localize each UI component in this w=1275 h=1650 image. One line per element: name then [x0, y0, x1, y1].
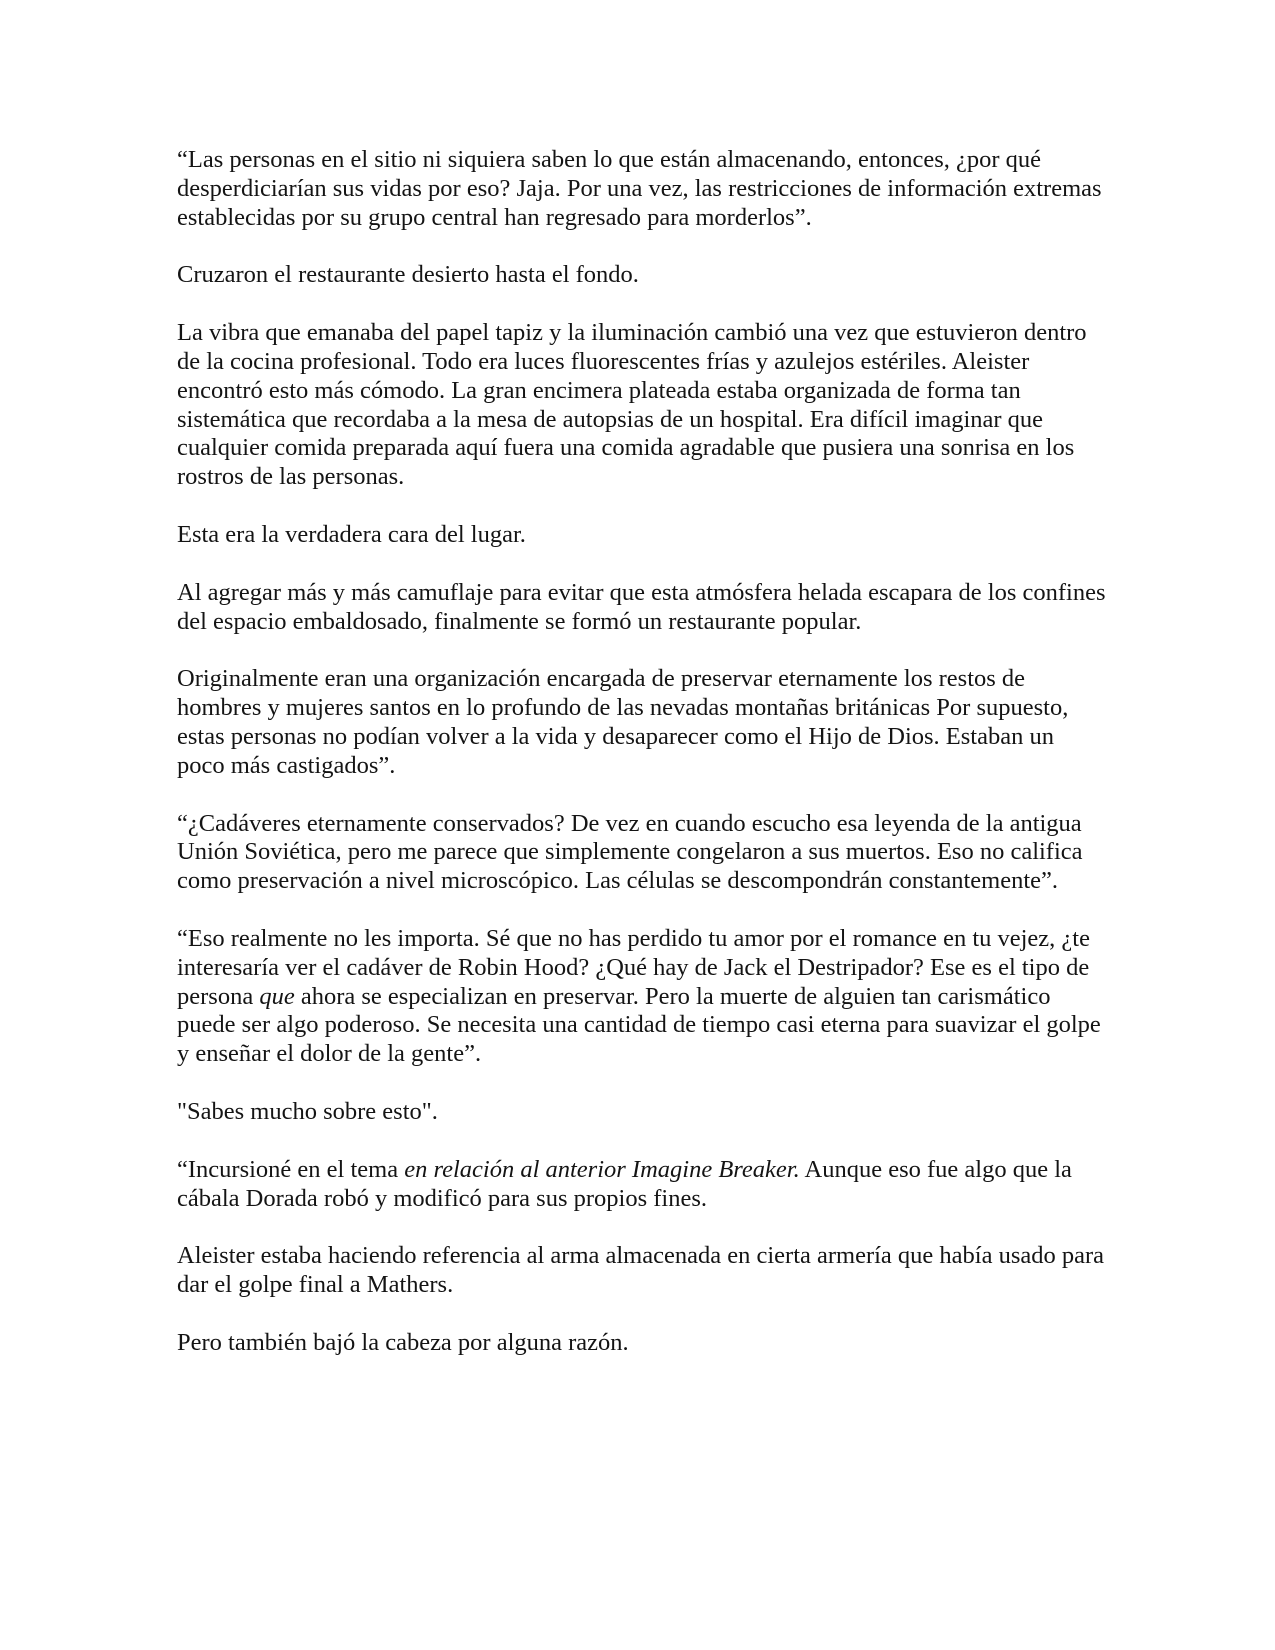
italic-text: que [259, 982, 295, 1010]
paragraph-text: ahora se especializan en preservar. Pero la muerte de alguien tan carismático puede ser algo poderoso. Se necesita una cantidad de tiempo casi eterna para suavizar el golpe y enseñar el dolor de la gente”. [177, 982, 1101, 1068]
paragraph [177, 579, 1107, 637]
paragraph-text: Cruzaron el restaurante desierto hasta el fondo. [177, 261, 639, 289]
paragraph [177, 1329, 1107, 1358]
paragraph-text: Esta era la verdadera cara del lugar. [177, 520, 526, 548]
paragraph [177, 925, 1107, 1069]
paragraph-text: Aleister estaba haciendo referencia al arma almacenada en cierta armería que había usado para dar el golpe final a Mathers. [177, 1242, 1105, 1299]
paragraph-text: “Las personas en el sitio ni siquiera saben lo que están almacenando, entonces, ¿por qué desperdiciarían sus vidas por eso? Jaja. Por una vez, las restricciones de información extremas establecidas por su grupo central han regresado para morderlos”. [177, 146, 1102, 231]
paragraph-text: “Incursioné en el tema [177, 1155, 405, 1183]
paragraph-text: "Sabes mucho sobre esto". [177, 1097, 438, 1125]
paragraph-text: “Eso realmente no les importa. Sé que no has perdido tu amor por el romance en tu vejez, ¿te interesaría ver el cadáver de Robin Hood? ¿Qué hay de Jack el Destripador? Ese es el tipo de persona [177, 924, 1090, 1010]
paragraph [177, 521, 1107, 550]
paragraph [177, 146, 1107, 232]
paragraph [177, 261, 1107, 290]
italic-text: en relación al anterior Imagine Breaker. [404, 1155, 800, 1183]
paragraph-text: La vibra que emanaba del papel tapiz y la iluminación cambió una vez que estuvieron dentro de la cocina profesional. Todo era luces fluorescentes frías y azulejos estériles. Aleister encontró esto más cómodo. La gran encimera plateada estaba organizada de forma tan sistemática que recordaba a la mesa de autopsias de un hospital. Era difícil imaginar que cualquier comida preparada aquí fuera una comida agradable que pusiera una sonrisa en los rostros de las personas. [177, 319, 1087, 491]
paragraph-text: Originalmente eran una organización encargada de preservar eternamente los restos de hombres y mujeres santos en lo profundo de las nevadas montañas británicas Por supuesto, estas personas no podían volver a la vida y desaparecer como el Hijo de Dios. Estaban un poco más castigados”. [177, 665, 1069, 779]
document-body [177, 146, 1107, 1358]
paragraph-text: “¿Cadáveres eternamente conservados? De vez en cuando escucho esa leyenda de la antigua Unión Soviética, pero me parece que simplemente congelaron a sus muertos. Eso no califica como preservación a nivel microscópico. Las células se descompondrán constantemente”. [177, 809, 1083, 895]
paragraph [177, 810, 1107, 896]
paragraph [177, 1242, 1107, 1300]
paragraph [177, 319, 1107, 492]
paragraph-text: Pero también bajó la cabeza por alguna razón. [177, 1328, 629, 1356]
paragraph [177, 665, 1107, 780]
paragraph-text: Aunque eso fue algo que la cábala Dorada robó y modificó para sus propios fines. [177, 1155, 1072, 1212]
paragraph [177, 1156, 1107, 1214]
paragraph-text: Al agregar más y más camuflaje para evitar que esta atmósfera helada escapara de los confines del espacio embaldosado, finalmente se formó un restaurante popular. [177, 578, 1106, 635]
paragraph [177, 1098, 1107, 1127]
